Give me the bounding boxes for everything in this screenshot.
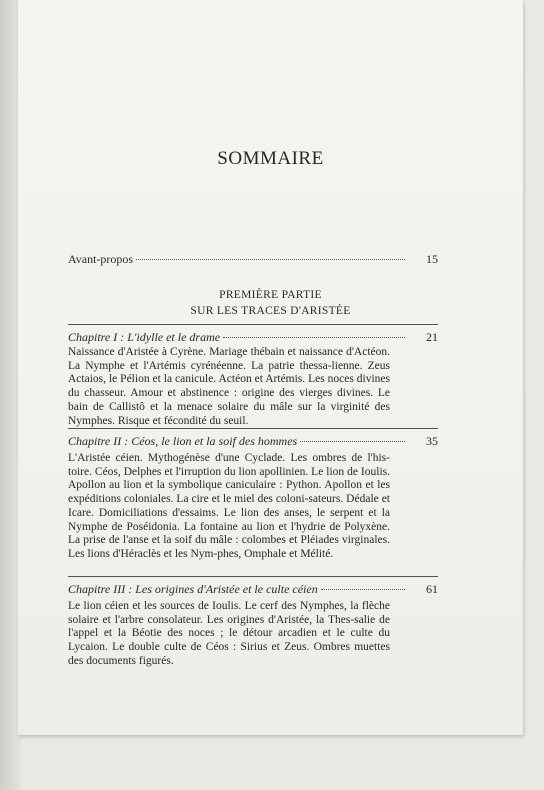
toc-entry-avant-propos[interactable]: [68, 252, 438, 267]
separator-rule: [68, 576, 438, 577]
toc-entry-label: Chapitre II : Céos, le lion et la soif des hommes: [68, 434, 298, 448]
toc-entry-page: 35: [426, 434, 438, 448]
toc-entry-chapter-3[interactable]: [68, 582, 438, 597]
separator-rule: [68, 324, 438, 325]
toc-entry-chapter-2[interactable]: [68, 434, 438, 449]
part-title: SUR LES TRACES D'ARISTÉE: [190, 305, 351, 317]
toc-entry-label: Chapitre III : Les origines d'Aristée et le culte céien: [68, 582, 318, 596]
separator-rule: [68, 428, 438, 429]
toc-entry-chapter-1[interactable]: [68, 330, 438, 345]
part-heading: [18, 287, 523, 319]
toc-entry-page: 61: [426, 582, 438, 596]
chapter-3-summary: Le lion céien et les sources de Ioulis. Le cerf des Nymphes, la flèche solaire et l'arbre consolateur. Les origines d'Aristée, la Thes-salie de l'appel et la Béotie des noces ; le détour arcadien et le culte du Lycaion. Le double culte de Céos : Sirius et Zeus. Ombres muettes des documents figurés.: [68, 600, 390, 667]
dot-leader: [136, 259, 405, 260]
dot-leader: [223, 337, 405, 338]
dot-leader: [300, 441, 405, 442]
part-number: PREMIÈRE PARTIE: [219, 289, 322, 301]
toc-entry-label: Avant-propos: [68, 252, 134, 266]
page-title: SOMMAIRE: [217, 148, 324, 169]
chapter-1-summary: Naissance d'Aristée à Cyrène. Mariage thébain et naissance d'Actéon. La Nymphe et l'Artémis cyrénéenne. La patrie thessa-lienne. Zeus Actaios, le Pélion et la canicule. Actéon et Artémis. Les noces divines du chasseur. Amour et abstinence : origine des vierges divines. Le bain de Callistô et la menace solaire du mâle sur la virginité des Nymphes. Risque et fécondité du seuil.: [68, 346, 390, 427]
toc-entry-page: 15: [426, 252, 438, 266]
chapter-2-summary: L'Aristée céien. Mythogénèse d'une Cyclade. Les ombres de l'his-toire. Céos, Delphes et l'irruption du lion apollinien. Le lion de Ioulis. Apollon au lion et la symbolique caniculaire : Python. Apollon et les expéditions coloniales. La cire et le miel des coloni-sateurs. Dédale et Icare. Domiciliations d'essaims. Le lion des anses, le serpent et la Nymphe de Poséidonia. La fontaine au lion et l'hydrie de Polyxène. La prise de l'anse et la soif du mâle : colombes et Pléiades virginales. Les lions d'Héraclès et les Nym-phes, Omphale et Mélité.: [68, 452, 390, 560]
toc-entry-page: 21: [426, 330, 438, 344]
dot-leader: [321, 589, 405, 590]
book-page: [18, 0, 523, 735]
toc-entry-label: Chapitre I : L'idylle et le drame: [68, 330, 221, 344]
